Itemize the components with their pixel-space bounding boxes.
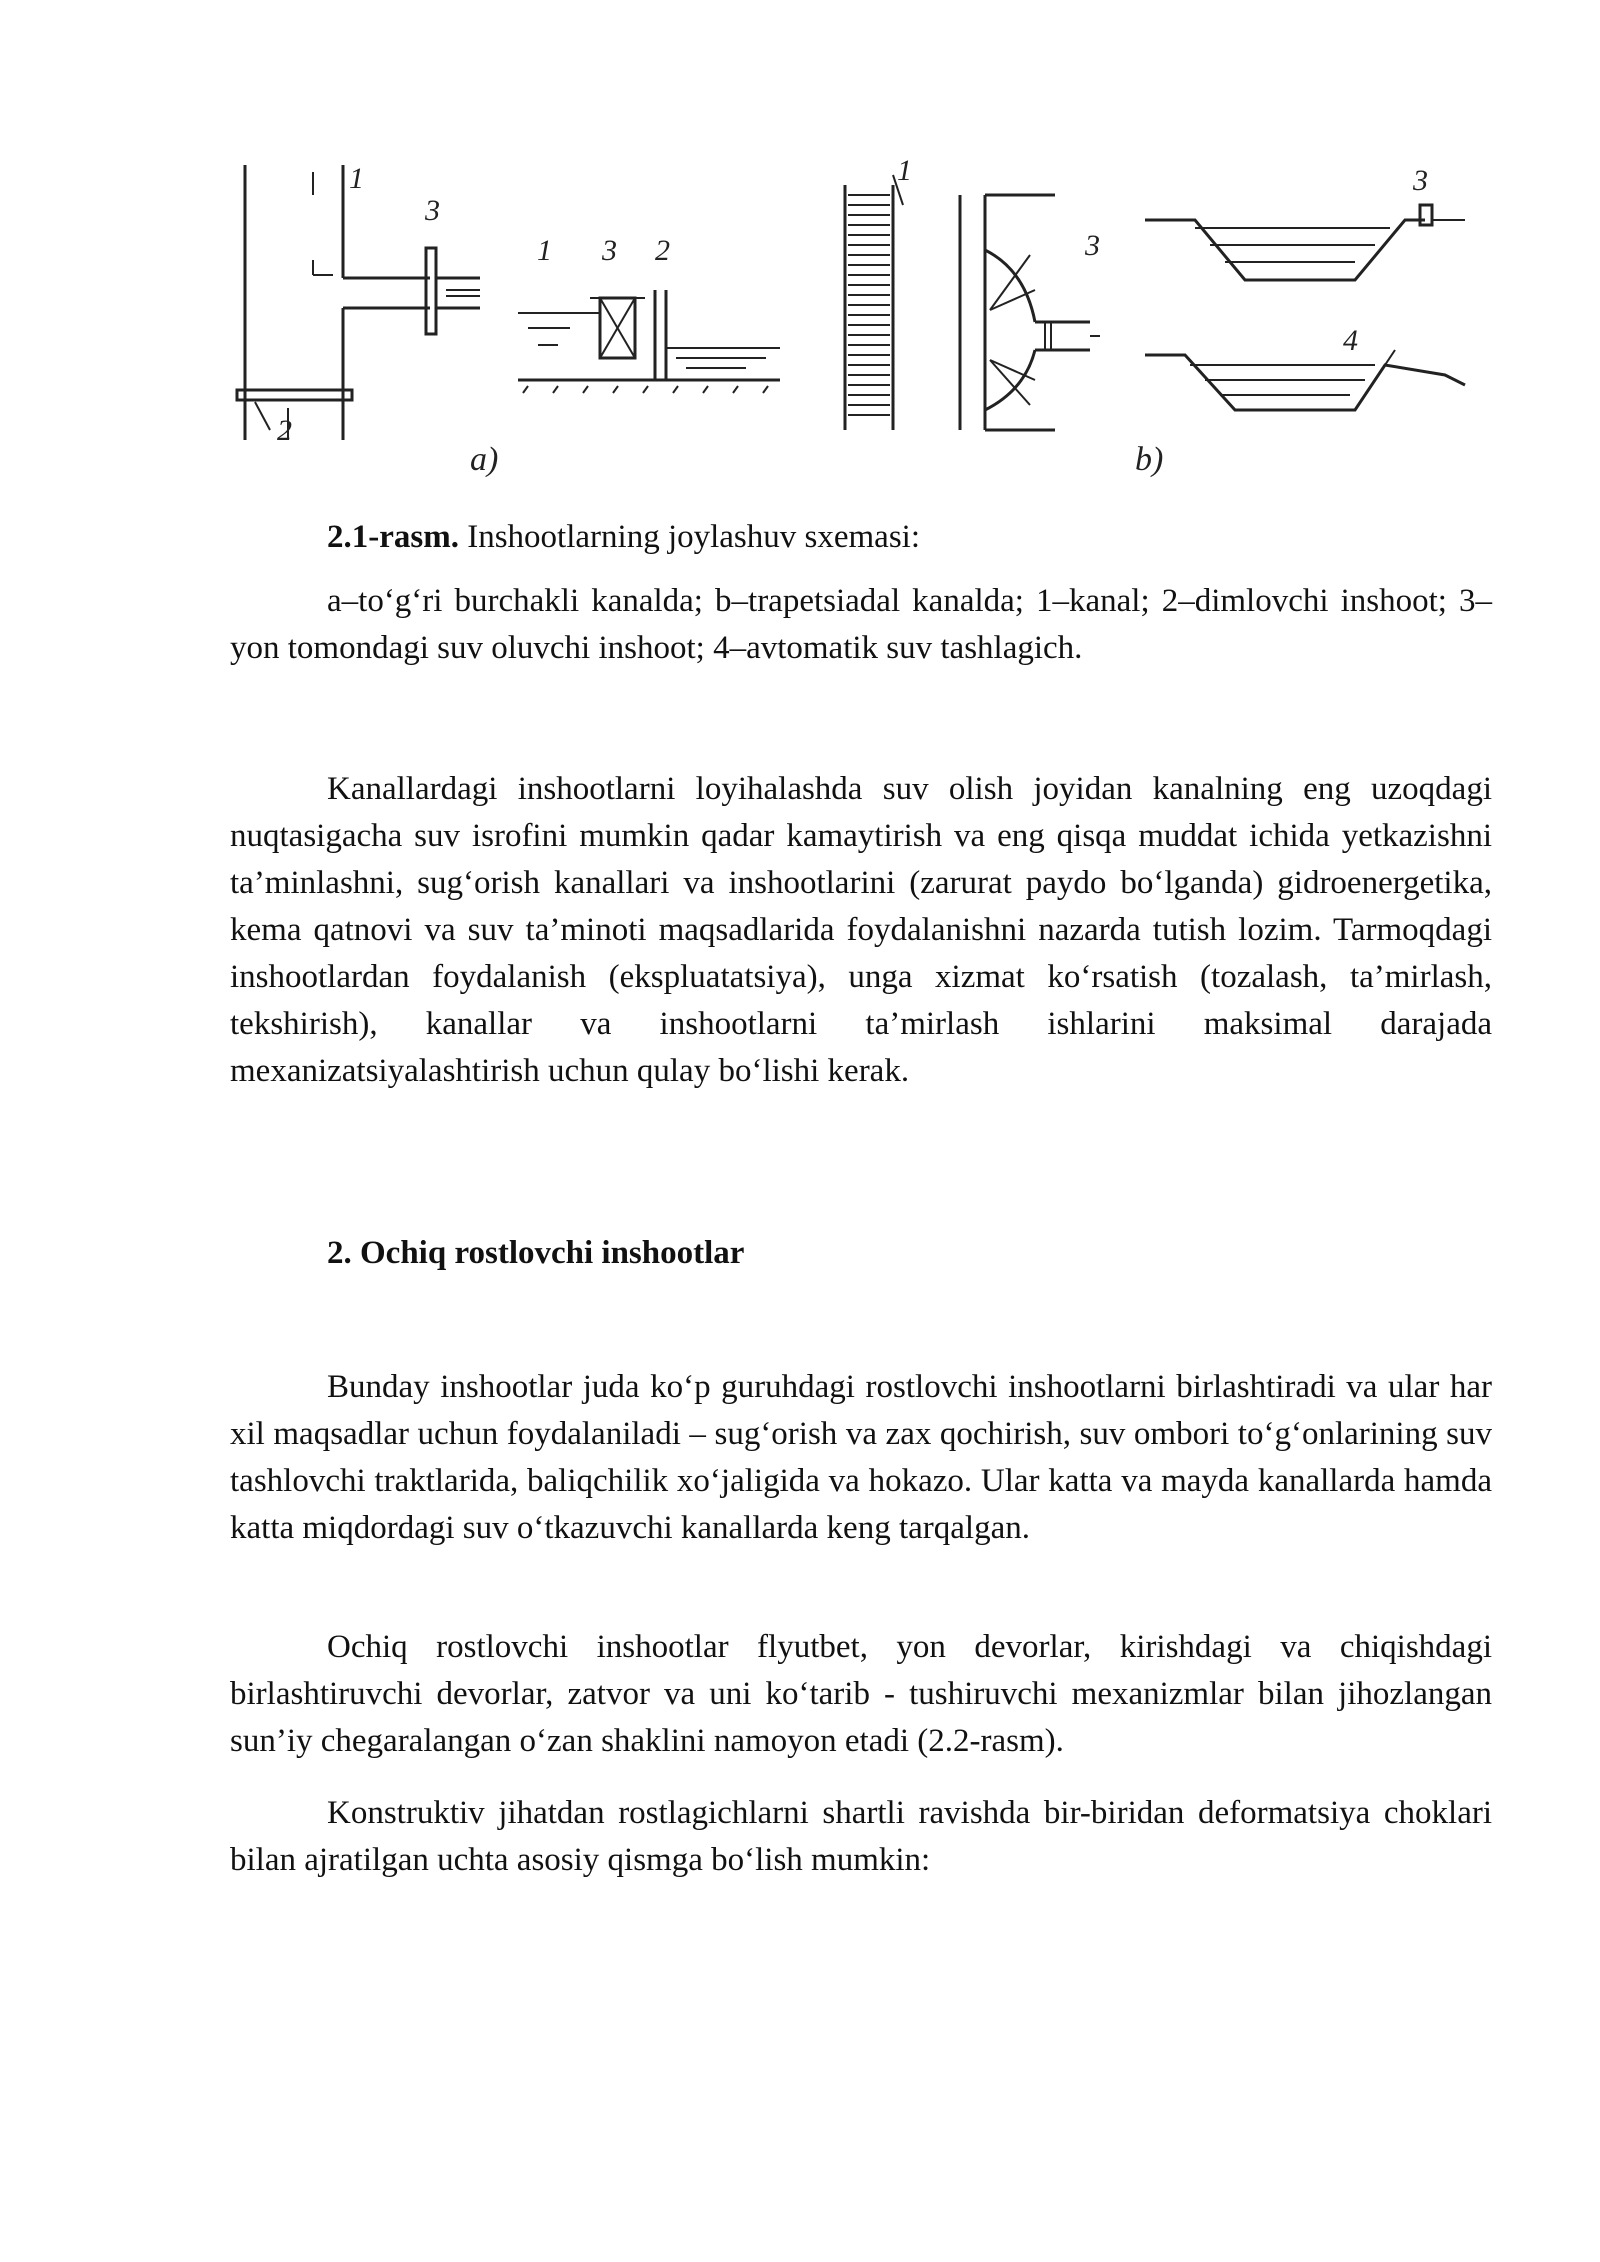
callout-1-a: 1 (349, 162, 364, 195)
callout-3-b-section: 3 (1413, 164, 1428, 197)
figure-2-1 (225, 150, 1495, 490)
panel-label-a: a) (470, 441, 499, 478)
callout-3-a-section: 3 (602, 234, 617, 267)
callout-3-a: 3 (425, 194, 440, 227)
panel-b-sections (1145, 205, 1465, 410)
section-heading: 2. Ochiq rostlovchi inshootlar (327, 1235, 745, 1271)
callout-4-b: 4 (1343, 324, 1358, 357)
panel-label-b: b) (1135, 441, 1164, 478)
callout-2-a-section: 2 (655, 234, 670, 267)
figure-caption (327, 514, 920, 561)
paragraph-4: Konstruktiv jihatdan rostlagichlarni shartli ravishda bir-biridan deformatsiya choklari bilan ajratilgan uchta asosiy qismga bo‘lish mumkin: (230, 1795, 1492, 1878)
caption-label: 2.1-rasm. (327, 519, 459, 555)
caption-legend: a–to‘g‘ri burchakli kanalda; b–trapetsiadal kanalda; 1–kanal; 2–dimlovchi inshoot; 3–yon tomondagi suv oluvchi inshoot; 4–avtomatik suv tashlagich. (230, 583, 1492, 666)
panel-b-plan (845, 175, 1100, 430)
callout-1-b: 1 (897, 154, 912, 187)
figure-drawing (225, 150, 1495, 490)
caption-title: Inshootlarning joylashuv sxemasi: (458, 519, 921, 555)
panel-a-plan (237, 165, 480, 440)
panel-a-section (518, 290, 780, 393)
callout-2-a: 2 (277, 414, 292, 447)
paragraph-2: Bunday inshootlar juda ko‘p guruhdagi rostlovchi inshootlarni birlashtiradi va ular har xil maqsadlar uchun foydalaniladi – sug‘orish va zax qochirish, suv ombori to‘g‘onlarining suv tashlovchi traktlarida, baliqchilik xo‘jaligida va hokazo. Ular katta va mayda kanallarda hamda katta miqdordagi suv o‘tkazuvchi kanallarda keng tarqalgan. (230, 1369, 1492, 1546)
paragraph-3: Ochiq rostlovchi inshootlar flyutbet, yon devorlar, kirishdagi va chiqishdagi birlashtiruvchi devorlar, zatvor va uni ko‘tarib - tushiruvchi mexanizmlar bilan jihozlangan sun’iy chegaralangan o‘zan shaklini namoyon etadi (2.2-rasm). (230, 1629, 1492, 1759)
paragraph-1: Kanallardagi inshootlarni loyihalashda suv olish joyidan kanalning eng uzoqdagi nuqtasigacha suv isrofini mumkin qadar kamaytirish va eng qisqa muddat ichida yetkazishni ta’minlashni, sug‘orish kanallari va inshootlarini (zarurat paydo bo‘lganda) gidroenergetika, kema qatnovi va suv ta’minoti maqsadlarida foydalanishni nazarda tutish lozim. Tarmoqdagi inshootlardan foydalanish (ekspluatatsiya), unga xizmat ko‘rsatish (tozalash, ta’mirlash, tekshirish), kanallar va inshootlarni ta’mirlash ishlarini maksimal darajada mexanizatsiyalashtirish uchun qulay bo‘lishi kerak. (230, 771, 1492, 1089)
callout-3-b-plan: 3 (1085, 229, 1100, 262)
callout-1-a-section: 1 (537, 234, 552, 267)
